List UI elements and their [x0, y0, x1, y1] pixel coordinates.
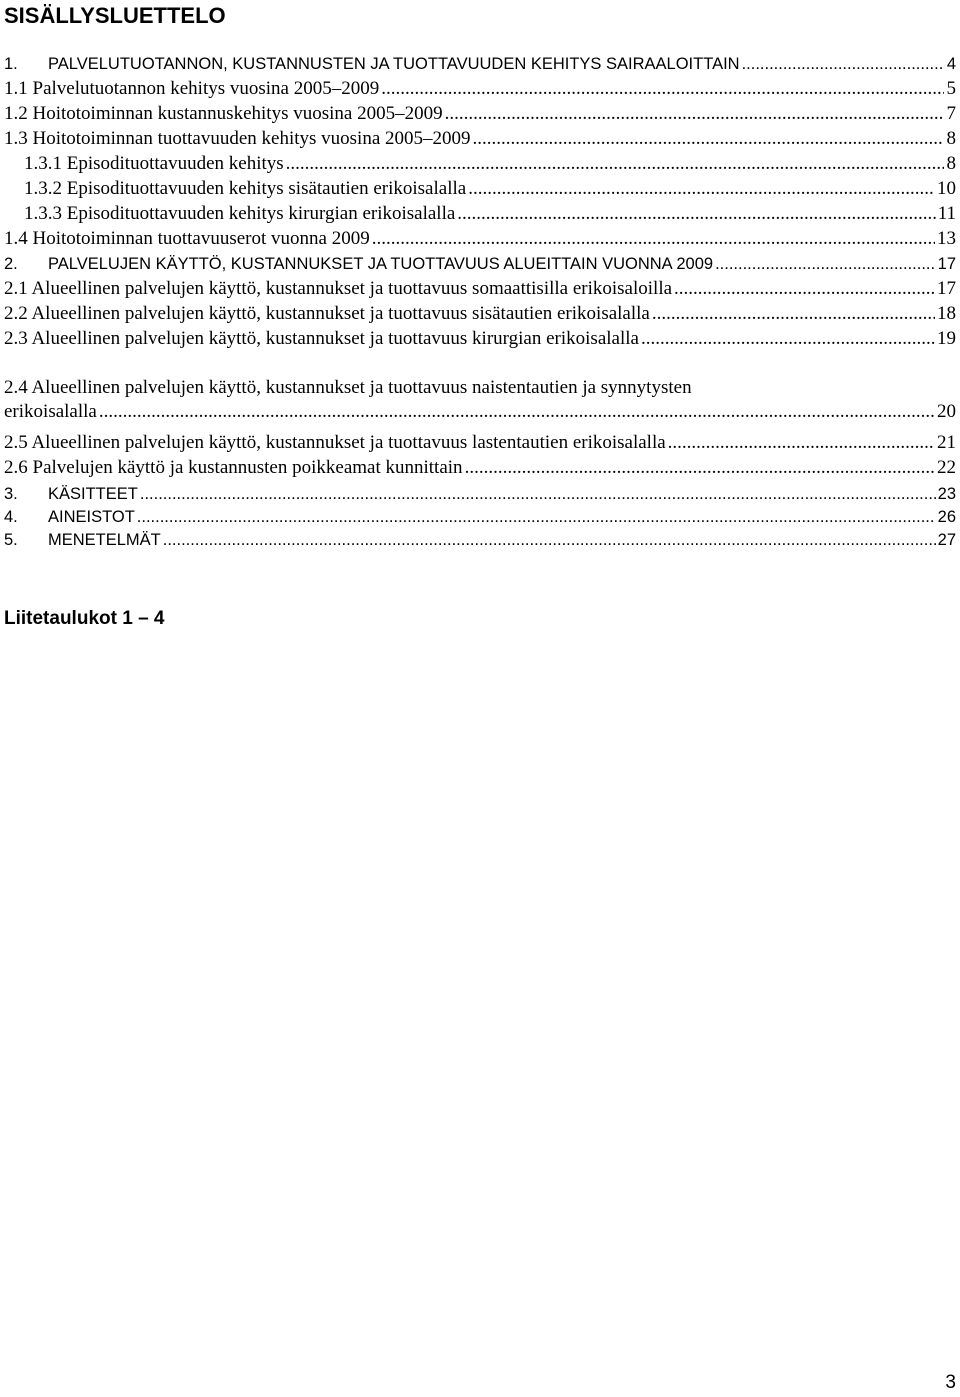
dot-leader — [668, 431, 935, 455]
dot-leader — [473, 127, 944, 151]
toc-entry-page: 21 — [937, 432, 956, 453]
toc-entry-page: 8 — [946, 153, 956, 174]
dot-leader — [468, 177, 935, 201]
toc-entry-chapter-1[interactable] — [0, 52, 960, 76]
dot-leader — [641, 327, 935, 351]
toc-entry-title: 1.3.1 Episodituottavuuden kehitys — [24, 153, 284, 174]
page-title: SISÄLLYSLUETTELO — [4, 3, 226, 28]
toc-entry-1-1[interactable] — [0, 77, 960, 101]
appendix-heading: Liitetaulukot 1 – 4 — [4, 608, 165, 629]
toc-entry-title: 2.2 Alueellinen palvelujen käyttö, kustannukset ja tuottavuus sisätautien erikoisalalla — [4, 303, 650, 324]
toc-entry-title: 1.3.3 Episodituottavuuden kehitys kirurgian erikoisalalla — [24, 203, 456, 224]
toc-entry-2-6[interactable] — [0, 456, 960, 480]
dot-leader — [465, 456, 935, 480]
toc-entry-number: 4. — [4, 508, 18, 526]
toc-entry-1-3-2[interactable] — [0, 177, 960, 201]
toc-entry-title: KÄSITTEET — [48, 485, 138, 503]
dot-leader — [445, 102, 944, 126]
toc-entry-page: 17 — [937, 255, 956, 273]
toc-entry-page: 22 — [937, 457, 956, 478]
toc-entry-2-3[interactable] — [0, 327, 960, 351]
toc-entry-title: 2.5 Alueellinen palvelujen käyttö, kustannukset ja tuottavuus lastentautien erikoisalalla — [4, 432, 666, 453]
toc-entry-1-3[interactable] — [0, 127, 960, 151]
toc-entry-page: 27 — [937, 531, 956, 549]
dot-leader — [372, 227, 935, 251]
toc-entry-page: 26 — [937, 508, 956, 526]
toc-entry-number: 5. — [4, 531, 18, 549]
toc-entry-title: PALVELUTUOTANNON, KUSTANNUSTEN JA TUOTTAVUUDEN KEHITYS SAIRAALOITTAIN — [48, 55, 740, 73]
toc-entry-chapter-2[interactable] — [0, 252, 960, 276]
toc-entry-page: 11 — [937, 203, 956, 224]
toc-entry-page: 4 — [946, 55, 956, 73]
dot-leader — [163, 528, 936, 552]
toc-entry-chapter-3[interactable] — [0, 482, 960, 506]
toc-entry-page: 13 — [937, 228, 956, 249]
dot-leader — [99, 400, 935, 424]
toc-entry-page: 20 — [937, 401, 956, 422]
toc-entry-1-4[interactable] — [0, 227, 960, 251]
toc-entry-page: 8 — [946, 128, 956, 149]
dot-leader — [457, 202, 935, 226]
toc-entry-page: 23 — [937, 485, 956, 503]
toc-entry-chapter-5[interactable] — [0, 528, 960, 552]
toc-entry-page: 18 — [937, 303, 956, 324]
toc-entry-1-2[interactable] — [0, 102, 960, 126]
toc-entry-1-3-1[interactable] — [0, 152, 960, 176]
toc-entry-number: 3. — [4, 485, 18, 503]
toc-entry-2-1[interactable] — [0, 277, 960, 301]
toc-entry-page: 17 — [937, 278, 956, 299]
toc-entry-title: 1.3 Hoitotoiminnan tuottavuuden kehitys vuosina 2005–2009 — [4, 128, 471, 149]
toc-entry-page: 7 — [946, 103, 956, 124]
toc-entry-2-5[interactable] — [0, 431, 960, 455]
toc-entry-title: 2.4 Alueellinen palvelujen käyttö, kustannukset ja tuottavuus naistentautien ja synnytysten — [4, 377, 692, 398]
toc-entry-title: AINEISTOT — [48, 508, 135, 526]
toc-entry-2-4[interactable] — [4, 376, 956, 424]
toc-entry-title: 2.3 Alueellinen palvelujen käyttö, kustannukset ja tuottavuus kirurgian erikoisalalla — [4, 328, 639, 349]
toc-entry-title: 1.1 Palvelutuotannon kehitys vuosina 2005–2009 — [4, 78, 380, 99]
dot-leader — [652, 302, 935, 326]
toc-entry-title: 2.1 Alueellinen palvelujen käyttö, kustannukset ja tuottavuus somaattisilla erikoisaloilla — [4, 278, 673, 299]
toc-entry-page: 10 — [937, 178, 956, 199]
toc-entry-chapter-4[interactable] — [0, 505, 960, 529]
toc-entry-title: 1.2 Hoitotoiminnan kustannuskehitys vuosina 2005–2009 — [4, 103, 443, 124]
toc-entry-2-2[interactable] — [0, 302, 960, 326]
dot-leader — [137, 505, 936, 529]
toc-entry-title: 1.3.2 Episodituottavuuden kehitys sisätautien erikoisalalla — [24, 178, 467, 199]
dot-leader — [381, 77, 944, 101]
toc-entry-number: 2. — [4, 255, 18, 273]
toc-entry-title: 1.4 Hoitotoiminnan tuottavuuserot vuonna 2009 — [4, 228, 370, 249]
toc-entry-number: 1. — [4, 55, 18, 73]
dot-leader — [286, 152, 944, 176]
toc-entry-page: 19 — [937, 328, 956, 349]
toc-entry-title: MENETELMÄT — [48, 531, 161, 549]
toc-entry-1-3-3[interactable] — [0, 202, 960, 226]
dot-leader — [674, 277, 935, 301]
toc-entry-title-continued: erikoisalalla — [4, 401, 97, 422]
dot-leader — [742, 52, 944, 76]
toc-entry-title: PALVELUJEN KÄYTTÖ, KUSTANNUKSET JA TUOTTAVUUS ALUEITTAIN VUONNA 2009 — [48, 255, 714, 273]
toc-entry-title: 2.6 Palvelujen käyttö ja kustannusten poikkeamat kunnittain — [4, 457, 463, 478]
toc-entry-page: 5 — [946, 78, 956, 99]
dot-leader — [715, 252, 936, 276]
dot-leader — [140, 482, 936, 506]
page-number: 3 — [945, 1372, 956, 1393]
